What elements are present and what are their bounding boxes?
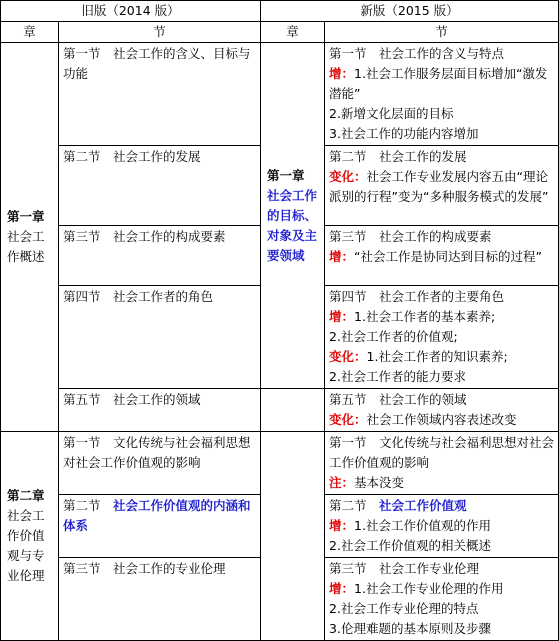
change-tag: 增： xyxy=(329,249,355,264)
change-tag: 变化： xyxy=(329,349,367,364)
change-item: 2.社会工作者的价值观; xyxy=(329,329,458,344)
old-section-highlight: 社会工作价值观的内涵和体系 xyxy=(63,498,251,533)
old-section-header: 节 xyxy=(59,22,261,43)
new-ch2-blank-chapter xyxy=(261,432,325,641)
new-chapter1-title: 社会工作的目标、对象及主要领域 xyxy=(267,187,318,263)
old-chapter-header: 章 xyxy=(1,22,59,43)
old-ch2-section3: 第三节 社会工作的专业伦理 xyxy=(59,558,261,641)
old-ch1-section2: 第二节 社会工作的发展 xyxy=(59,146,261,226)
old-ch1-section3: 第三节 社会工作的构成要素 xyxy=(59,226,261,286)
change-item xyxy=(329,307,554,327)
new-version-header: 新版（2015 版） xyxy=(261,1,559,22)
old-chapter2-number: 第二章 xyxy=(7,488,45,503)
new-chapter1-cell xyxy=(261,43,325,389)
change-text: 1.社会工作者的基本素养; xyxy=(354,309,496,324)
table-row xyxy=(1,389,559,432)
new-section-title: 第一节 文化传统与社会福利思想对社会工作价值观的影响 xyxy=(329,435,555,470)
change-item: 3.社会工作的功能内容增加 xyxy=(329,126,479,141)
new-section-title: 第五节 社会工作的领域 xyxy=(329,392,467,407)
change-tag: 变化： xyxy=(329,412,367,427)
old-chapter1-title: 社会工作概述 xyxy=(7,229,45,264)
change-text: 1.社会工作价值观的作用 xyxy=(354,518,491,533)
new-section-prefix: 第二节 xyxy=(329,498,380,513)
change-tag: 增： xyxy=(329,518,355,533)
old-version-header: 旧版（2014 版） xyxy=(1,1,261,22)
old-ch1-section5: 第五节 社会工作的领域 xyxy=(59,389,261,432)
change-text: 社会工作专业发展内容五由“理论派别的行程”变为“多种服务模式的发展” xyxy=(329,169,549,204)
old-section-prefix: 第二节 xyxy=(63,498,114,513)
new-ch1-section3 xyxy=(325,226,559,286)
table-row xyxy=(1,43,559,146)
old-chapter2-cell xyxy=(1,432,59,641)
change-item xyxy=(329,410,554,430)
old-ch2-section1: 第一节 文化传统与社会福利思想对社会工作价值观的影响 xyxy=(59,432,261,495)
new-ch2-section1 xyxy=(325,432,559,495)
old-chapter1-number: 第一章 xyxy=(7,209,45,224)
new-ch1-blank-chapter xyxy=(261,389,325,432)
new-chapter1-number: 第一章 xyxy=(267,167,305,183)
change-item xyxy=(329,64,554,104)
new-ch2-section3 xyxy=(325,558,559,641)
new-section-title: 第三节 社会工作的构成要素 xyxy=(329,229,492,244)
change-text: 基本没变 xyxy=(354,475,405,490)
change-item: 2.新增文化层面的目标 xyxy=(329,106,454,121)
change-item: 2.社会工作专业伦理的特点 xyxy=(329,601,479,616)
old-ch2-section2 xyxy=(59,495,261,558)
change-tag: 增： xyxy=(329,309,355,324)
new-section-title: 第一节 社会工作的含义与特点 xyxy=(329,46,505,61)
new-ch1-section1 xyxy=(325,43,559,146)
column-header-row xyxy=(1,22,559,43)
version-header-row xyxy=(1,1,559,22)
new-chapter-header: 章 xyxy=(261,22,325,43)
change-tag: 注： xyxy=(329,475,355,490)
old-chapter2-title: 社会工作价值观与专业伦理 xyxy=(7,508,45,583)
change-item xyxy=(329,347,554,367)
new-section-header: 节 xyxy=(325,22,559,43)
change-item xyxy=(329,473,554,493)
change-item: 2.社会工作者的能力要求 xyxy=(329,369,466,384)
change-item xyxy=(329,516,554,536)
new-ch1-section2 xyxy=(325,146,559,226)
change-item: 2.社会工作价值观的相关概述 xyxy=(329,538,491,553)
new-section-title: 第四节 社会工作者的主要角色 xyxy=(329,289,505,304)
change-text: 社会工作领域内容表述改变 xyxy=(366,412,517,427)
new-section-title: 第二节 社会工作的发展 xyxy=(329,149,467,164)
change-text: “社会工作是协同达到目标的过程” xyxy=(354,249,542,264)
old-ch1-section4: 第四节 社会工作者的角色 xyxy=(59,286,261,389)
change-item: 3.伦理难题的基本原则及步骤 xyxy=(329,621,491,636)
change-item xyxy=(329,579,554,599)
new-ch2-section2 xyxy=(325,495,559,558)
change-item xyxy=(329,167,554,207)
new-section-highlight: 社会工作价值观 xyxy=(379,498,467,513)
change-item xyxy=(329,247,554,267)
change-tag: 增： xyxy=(329,66,355,81)
new-ch1-section5 xyxy=(325,389,559,432)
old-ch1-section1: 第一节 社会工作的含义、目标与功能 xyxy=(59,43,261,146)
new-ch1-section4 xyxy=(325,286,559,389)
change-text: 1.社会工作者的知识素养; xyxy=(366,349,508,364)
change-text: 1.社会工作专业伦理的作用 xyxy=(354,581,504,596)
change-tag: 增： xyxy=(329,581,355,596)
change-text: 1.社会工作服务层面目标增加“激发潜能” xyxy=(329,66,548,101)
new-section-title xyxy=(329,496,554,516)
new-section-title: 第三节 社会工作专业伦理 xyxy=(329,561,480,576)
table-row xyxy=(1,432,559,495)
change-tag: 变化： xyxy=(329,169,367,184)
old-chapter1-cell xyxy=(1,43,59,432)
